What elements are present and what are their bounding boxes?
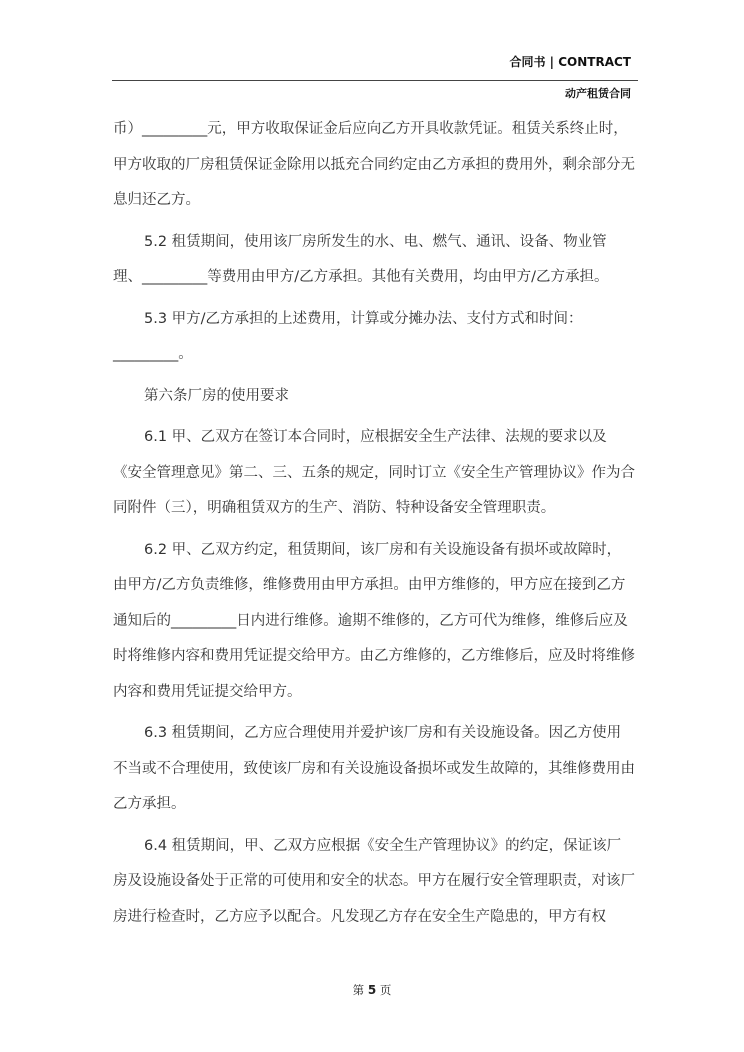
document-body	[113, 112, 635, 935]
paragraph-5-2: 5.2 租赁期间，使用该厂房所发生的水、电、燃气、通讯、设备、物业管理、_________等费用由甲方/乙方承担。其他有关费用，均由甲方/乙方承担。	[113, 233, 609, 285]
page-number: 5	[367, 983, 377, 997]
paragraph-6-2: 6.2 甲、乙双方约定，租赁期间，该厂房和有关设施设备有损坏或故障时，由甲方/乙方负责维修，维修费用由甲方承担。由甲方维修的，甲方应在接到乙方通知后的_________日内进行维修。逾期不维修的，乙方可代为维修，维修后应及时将维修内容和费用凭证提交给甲方。由乙方维修的，乙方维修后，应及时将维修内容和费用凭证提交给甲方。	[113, 541, 635, 700]
page-prefix: 第	[352, 983, 365, 997]
header-divider	[112, 80, 638, 81]
paragraph-6-3: 6.3 租赁期间，乙方应合理使用并爱护该厂房和有关设施设备。因乙方使用不当或不合理使用，致使该厂房和有关设施设备损坏或发生故障的，其维修费用由乙方承担。	[113, 725, 635, 812]
paragraph-6-1: 6.1 甲、乙双方在签订本合同时，应根据安全生产法律、法规的要求以及《安全管理意见》第二、三、五条的规定，同时订立《安全生产管理协议》作为合同附件（三），明确租赁双方的生产、消防、特种设备安全管理职责。	[113, 429, 635, 516]
header-title: 合同书 | CONTRACT	[509, 55, 631, 69]
page-footer	[0, 982, 744, 998]
page-suffix: 页	[379, 983, 392, 997]
paragraph-deposit-continued: 币）_________元，甲方收取保证金后应向乙方开具收款凭证。租赁关系终止时，甲方收取的厂房租赁保证金除用以抵充合同约定由乙方承担的费用外，剩余部分无息归还乙方。	[113, 121, 635, 208]
paragraph-5-3: 5.3 甲方/乙方承担的上述费用，计算或分摊办法、支付方式和时间：_________。	[113, 310, 583, 362]
header-subtitle: 动产租赁合同	[565, 87, 631, 100]
section-heading-article-6: 第六条厂房的使用要求	[144, 387, 289, 404]
paragraph-6-4: 6.4 租赁期间，甲、乙双方应根据《安全生产管理协议》的约定，保证该厂房及设施设备处于正常的可使用和安全的状态。甲方在履行安全管理职责，对该厂房进行检查时，乙方应予以配合。凡发现乙方存在安全生产隐患的，甲方有权	[113, 837, 635, 925]
